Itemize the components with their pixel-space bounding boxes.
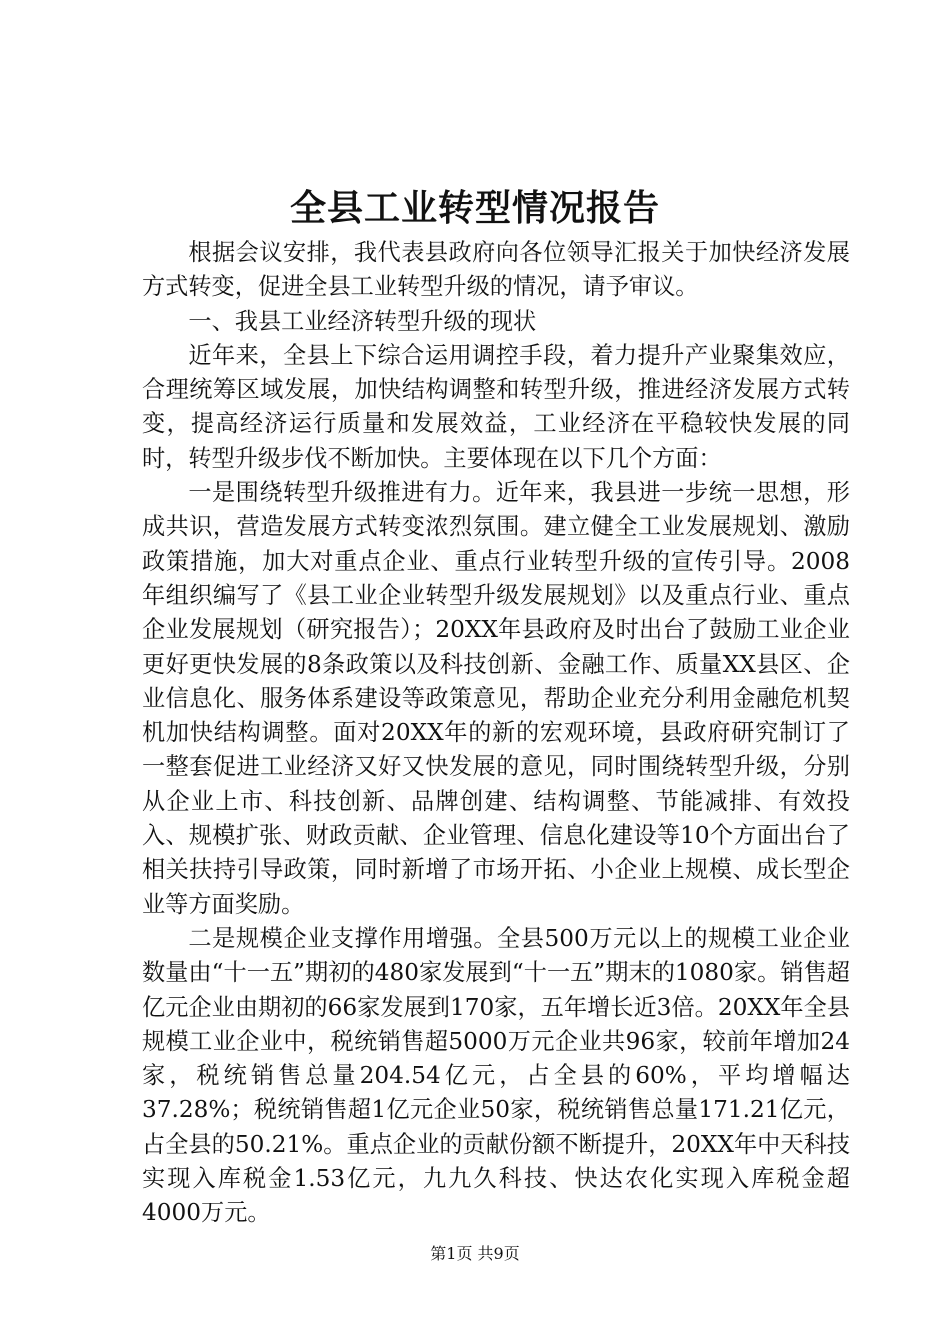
paragraph-overview: 近年来，全县上下综合运用调控手段，着力提升产业聚集效应，合理统筹区域发展，加快结构调整和转型升级，推进经济发展方式转变，提高经济运行质量和发展效益，工业经济在平稳较快发展的同时，转型升级步伐不断加快。主要体现在以下几个方面： xyxy=(142,341,850,472)
document-title: 全县工业转型情况报告 xyxy=(289,187,660,229)
page-footer: 第1页 共9页 xyxy=(430,1244,520,1263)
paragraph-point-one: 一是围绕转型升级推进有力。近年来，我县进一步统一思想，形成共识，营造发展方式转变浓烈氛围。建立健全工业发展规划、激励政策措施，加大对重点企业、重点行业转型升级的宣传引导。2008年组织编写了《县工业企业转型升级发展规划》以及重点行业、重点企业发展规划（研究报告）；20XX年县政府及时出台了鼓励工业企业更好更快发展的8条政策以及科技创新、金融工作、质量XX县区、企业信息化、服务体系建设等政策意见，帮助企业充分利用金融危机契机加快结构调整。面对20XX年的新的宏观环境，县政府研究制订了一整套促进工业经济又好又快发展的意见，同时围绕转型升级，分别从企业上市、科技创新、品牌创建、结构调整、节能减排、有效投入、规模扩张、财政贡献、企业管理、信息化建设等10个方面出台了相关扶持引导政策，同时新增了市场开拓、小企业上规模、成长型企业等方面奖励。 xyxy=(142,479,850,918)
paragraph-point-two: 二是规模企业支撑作用增强。全县500万元以上的规模工业企业数量由“十一五”期初的480家发展到“十一五”期末的1080家。销售超亿元企业由期初的66家发展到170家，五年增长近3倍。20XX年全县规模工业企业中，税统销售超5000万元企业共96家，较前年增加24家，税统销售总量204.54亿元，占全县的60%，平均增幅达37.28%；税统销售超1亿元企业50家，税统销售总量171.21亿元，占全县的50.21%。重点企业的贡献份额不断提升，20XX年中天科技实现入库税金1.53亿元，九九久科技、快达农化实现入库税金超4000万元。 xyxy=(142,924,850,1227)
section-heading: 一、我县工业经济转型升级的现状 xyxy=(188,307,537,335)
document-body xyxy=(142,236,850,1231)
paragraph-intro: 根据会议安排，我代表县政府向各位领导汇报关于加快经济发展方式转变，促进全县工业转型升级的情况，请予审议。 xyxy=(142,239,850,301)
